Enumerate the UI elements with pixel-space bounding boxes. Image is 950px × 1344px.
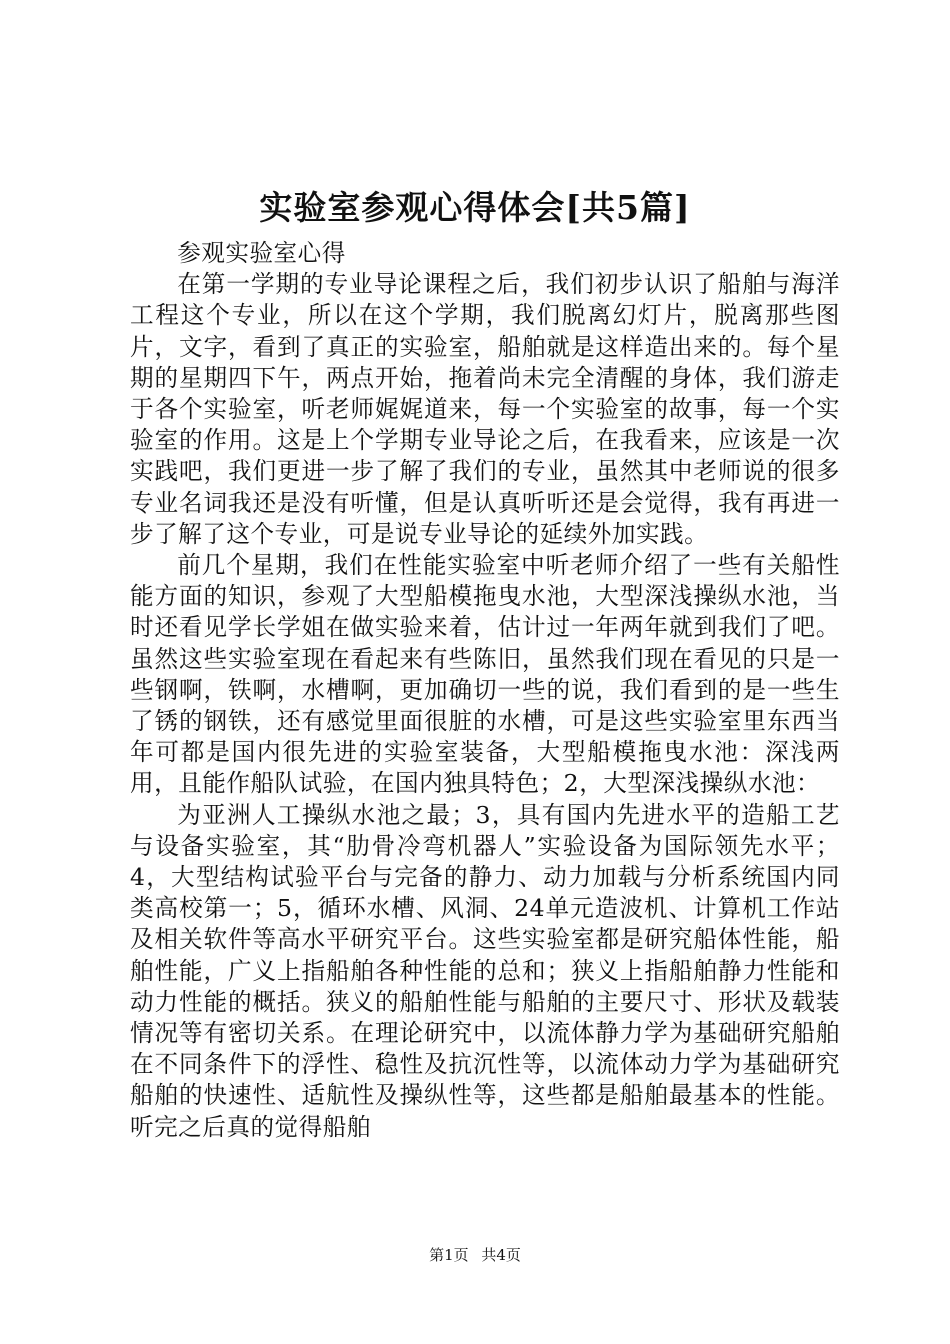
page-total: 共4页 (481, 1246, 521, 1264)
page-number: 第1页 (429, 1246, 469, 1264)
body-paragraph: 前几个星期，我们在性能实验室中听老师介绍了一些有关船性能方面的知识，参观了大型船模拖曳水池，大型深浅操纵水池，当时还看见学长学姐在做实验来着，估计过一年两年就到我们了吧。虽然这些实验室现在看起来有些陈旧，虽然我们现在看见的只是一些钢啊，铁啊，水槽啊，更加确切一些的说，我们看到的是一些生了锈的钢铁，还有感觉里面很脏的水槽，可是这些实验室里东西当年可都是国内很先进的实验室装备，大型船模拖曳水池：深浅两用，且能作船队试验，在国内独具特色；2，大型深浅操纵水池： (130, 551, 840, 798)
body-paragraph: 在第一学期的专业导论课程之后，我们初步认识了船舶与海洋工程这个专业，所以在这个学期，我们脱离幻灯片，脱离那些图片，文字，看到了真正的实验室，船舶就是这样造出来的。每个星期的星期四下午，两点开始，拖着尚未完全清醒的身体，我们游走于各个实验室，听老师娓娓道来，每一个实验室的故事，每一个实验室的作用。这是上个学期专业导论之后，在我看来，应该是一次实践吧，我们更进一步了解了我们的专业，虽然其中老师说的很多专业名词我还是没有听懂，但是认真听听还是会觉得，我有再进一步了解了这个专业，可是说专业导论的延续外加实践。 (130, 270, 840, 548)
body-paragraph: 为亚洲人工操纵水池之最；3，具有国内先进水平的造船工艺与设备实验室，其“肋骨冷弯机器人”实验设备为国际领先水平；4，大型结构试验平台与完备的静力、动力加载与分析系统国内同类高校第一；5，循环水槽、风洞、24单元造波机、计算机工作站及相关软件等高水平研究平台。这些实验室都是研究船体性能，船舶性能，广义上指船舶各种性能的总和；狭义上指船舶静力性能和动力性能的概括。狭义的船舶性能与船舶的主要尺寸、形状及载装情况等有密切关系。在理论研究中，以流体静力学为基础研究船舶在不同条件下的浮性、稳性及抗沉性等，以流体动力学为基础研究船舶的快速性、适航性及操纵性等，这些都是船舶最基本的性能。听完之后真的觉得船舶 (130, 800, 840, 1141)
section-heading: 参观实验室心得 (177, 239, 346, 267)
document-title: 实验室参观心得体会[共5篇] (259, 188, 691, 227)
page-footer (0, 1245, 950, 1265)
document-body (130, 238, 840, 1143)
